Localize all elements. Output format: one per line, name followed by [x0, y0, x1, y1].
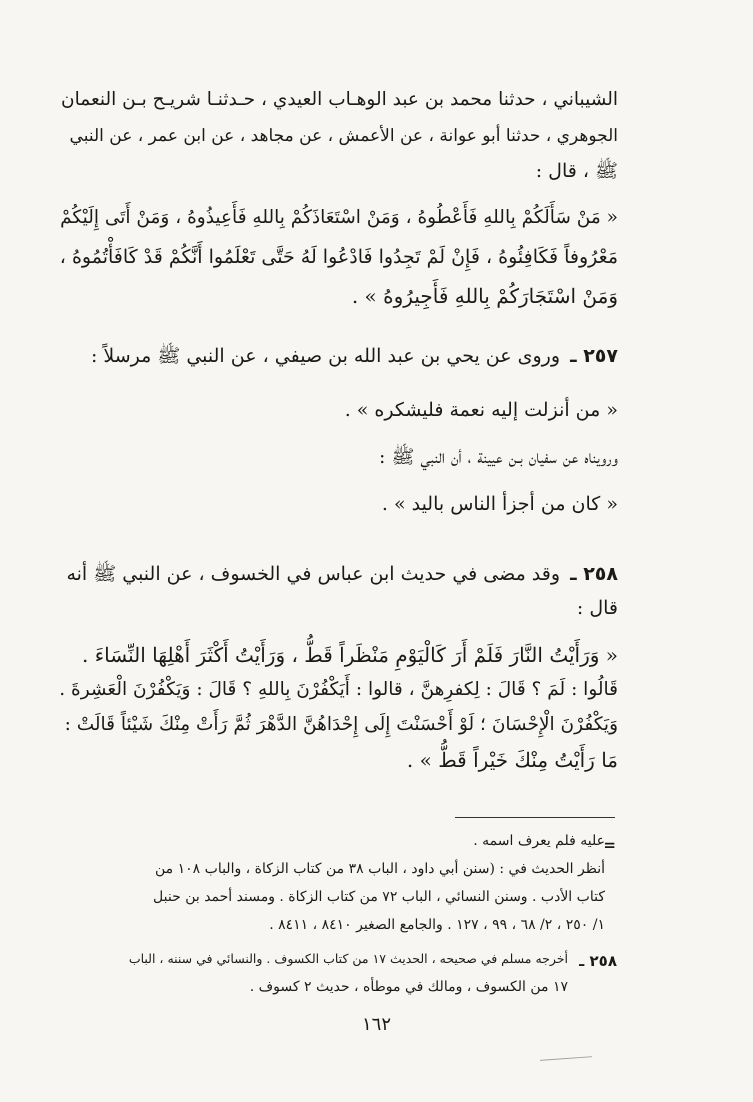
page-number: ١٦٢ [361, 1014, 391, 1035]
footnote-line: أنظر الحديث في : (سنن أبي داود ، الباب ٣٨ من كتاب الزكاة ، والباب ١٠٨ من [155, 861, 605, 877]
footnote-line: ١/ ٢٥٠ ، ٢/ ٦٨ ، ٩٩ ، ١٢٧ . والجامع الصغير ٨٤١٠ ، ٨٤١١ . [269, 917, 605, 933]
quote-line: « من أنزلت إليه نعمة فليشكره » . [344, 399, 618, 421]
footnote-line: ١٧ من الكسوف ، ومالك في موطأه ، حديث ٢ كسوف . [249, 979, 568, 995]
quote-line: « كان من أجزأ الناس باليد » . [381, 493, 618, 515]
footnote-divider [455, 817, 615, 818]
quote-line: وَمَنْ اسْتَجَارَكُمْ بِاللهِ فَأَجِيرُوهُ » . [351, 284, 618, 308]
quote-line: وَيَكْفُرْنَ الْإِحْسَانَ ؛ لَوْ أَحْسَنْتَ إِلَى إِحْدَاهُنَّ الدَّهْرَ ثُمَّ رَأَتْ مِنْكَ شَيْئاً قَالَتْ : [64, 714, 618, 735]
quote-line: مَعْرُوفاً فَكَافِئُوهُ ، فَإِنْ لَمْ تَجِدُوا فَادْعُوا لَهُ حَتَّى تَعْلَمُوا أَنَّكُمْ قَدْ كَافَأْتُمُوهُ ، [59, 246, 618, 268]
hadith-text: وروى عن يحي بن عبد الله بن صيفي ، عن النبي ﷺ مرسلاً : [90, 345, 561, 367]
paragraph-line: الشيباني ، حدثنا محمد بن عبد الوهـاب العيدي ، حـدثنـا شريـح بـن النعمان [61, 89, 618, 110]
footnote-line: عليه فلم يعرف اسمه . [473, 833, 605, 849]
footnote-marker: ٢٥٨ ـ [579, 952, 617, 970]
hadith-number: ٢٥٨ ـ [570, 563, 618, 585]
hadith-257-heading [60, 342, 618, 370]
quote-line: « مَنْ سَأَلَكُمْ بِاللهِ فَأَعْطُوهُ ، وَمَنْ اسْتَعَاذَكُمْ بِاللهِ فَأَعِيذُوهُ ، وَمَنْ أَتَى إِلَيْكُمْ [60, 207, 618, 228]
footnote-line: كتاب الأدب . وسنن النسائي ، الباب ٧٢ من كتاب الزكاة . ومسند أحمد بن حنبل [153, 889, 605, 905]
paragraph-line: قال : [576, 597, 618, 619]
quote-line: « وَرَأَيْتُ النَّارَ فَلَمْ أَرَ كَالْيَوْمِ مَنْظَراً قَطُّ ، وَرَأَيْتُ أَكْثَرَ أَهْلِهَا النِّسَاءَ . [82, 643, 618, 667]
quote-line: قَالُوا : لَمَ ؟ قَالَ : لِكفرِهنَّ ، قالوا : أَيَكْفُرْنَ بِاللهِ ؟ قَالَ : وَيَكْفُرْنَ الْعَشِرةَ . [59, 679, 618, 700]
hadith-number: ٢٥٧ ـ [570, 345, 618, 367]
footnote-line: أخرجه مسلم في صحيحه ، الحديث ١٧ من كتاب الكسوف . والنسائي في سننه ، الباب [128, 951, 568, 966]
hadith-text: وقد مضى في حديث ابن عباس في الخسوف ، عن النبي ﷺ أنه [66, 563, 561, 585]
paragraph-line: ورويناه عن سفيان بـن عيينة ، أن النبي ﷺ : [379, 446, 618, 468]
footnote-marker: = [603, 836, 616, 854]
paragraph-line: الجوهري ، حدثنا أبو عوانة ، عن الأعمش ، عن مجاهد ، عن ابن عمر ، عن النبي [69, 126, 618, 146]
scan-mark [540, 1056, 592, 1061]
paragraph-line: ﷺ ، قال : [535, 160, 618, 182]
hadith-258-heading [60, 560, 618, 588]
quote-line: مَا رَأَيْتُ مِنْكَ خَيْراً قَطُّ » . [406, 748, 618, 772]
